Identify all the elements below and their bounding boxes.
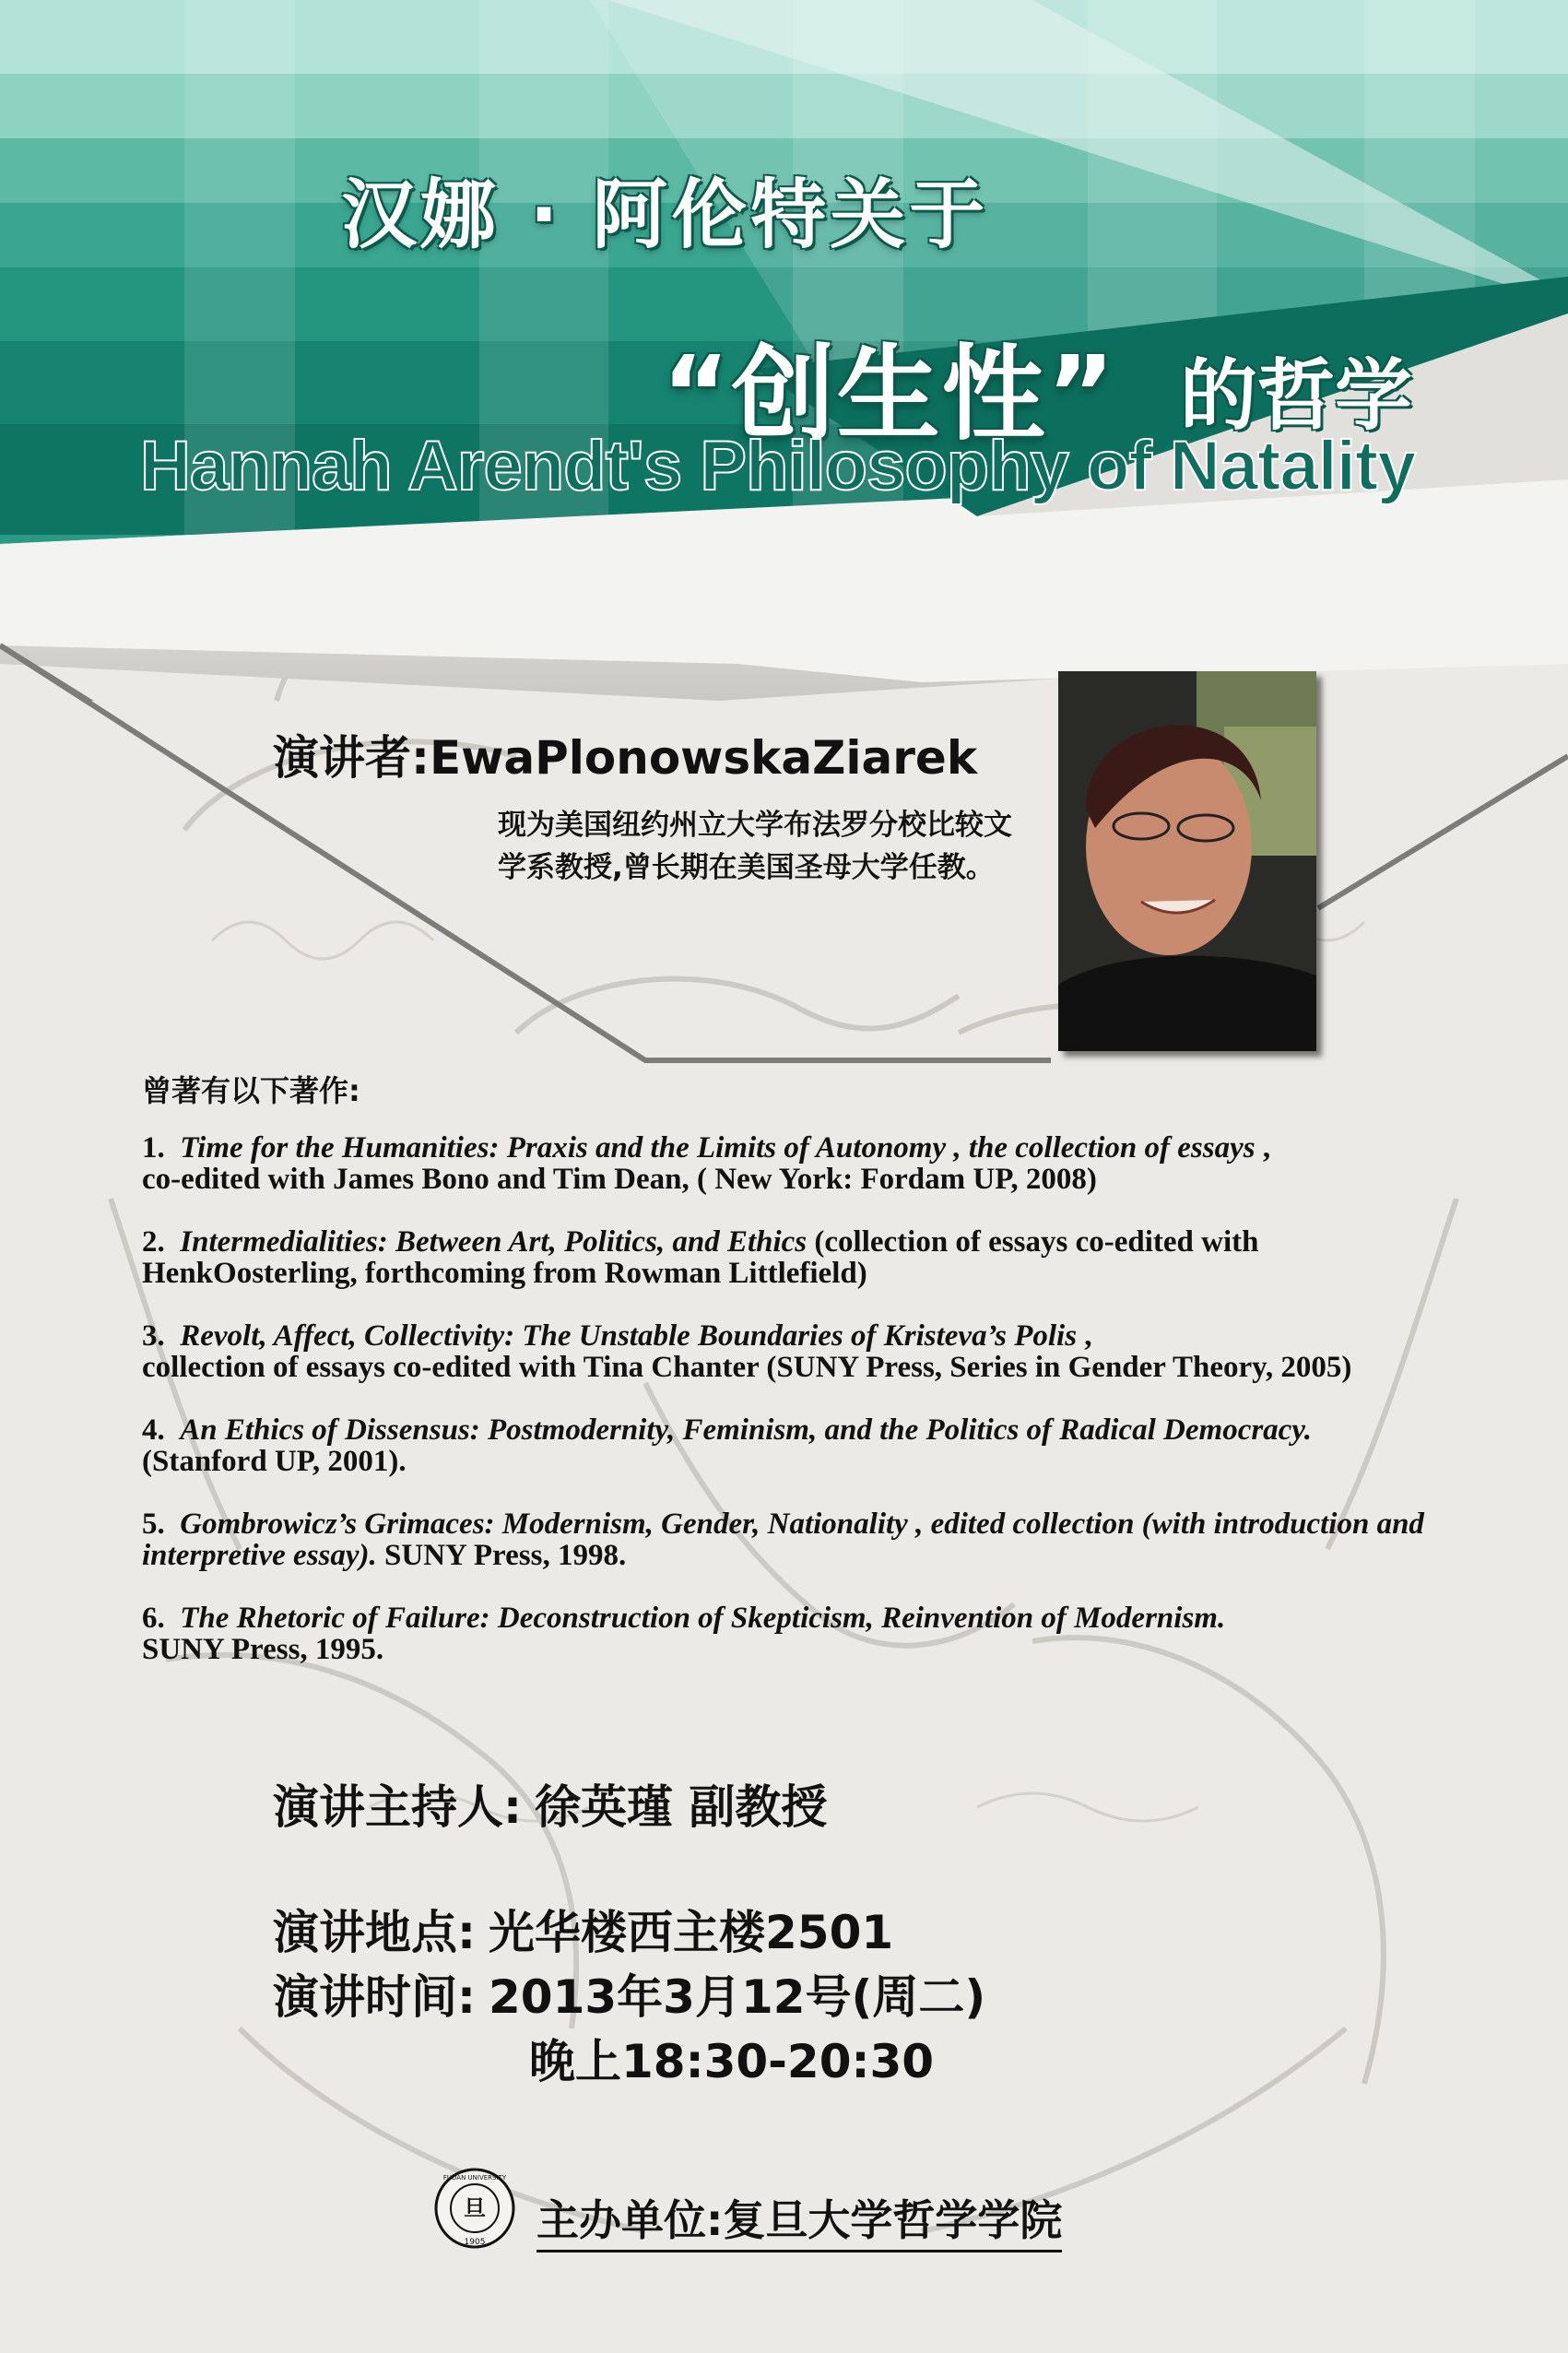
time-value-date: 2013年3月12号(周二) bbox=[489, 1970, 986, 2024]
time-value-hours: 晚上18:30-20:30 bbox=[529, 2035, 935, 2088]
speaker-label: 演讲者: bbox=[273, 731, 430, 785]
works-heading: 曾著有以下著作: bbox=[142, 1073, 360, 1108]
list-item: 3. Revolt, Affect, Collectivity: The Unstable Boundaries of Kristeva’s Polis , collection of essays co-edited with Tina Chanter (SUNY Press, Series in Gender Theory, 2005) bbox=[142, 1319, 1352, 1384]
list-item: 1. Time for the Humanities: Praxis and the Limits of Autonomy , the collection of essays , co-edited with James Bono and Tim Dean, ( New York: Fordam UP, 2008) bbox=[142, 1131, 1271, 1196]
speaker-line bbox=[273, 721, 977, 787]
venue-value: 光华楼西主楼2501 bbox=[489, 1906, 894, 1959]
works-list bbox=[142, 1132, 1432, 1697]
svg-text:旦: 旦 bbox=[464, 2194, 486, 2221]
list-item: 5. Gombrowicz’s Grimaces: Modernism, Gender, Nationality , edited collection (with introduction and interpretive essay). SUNY Press, 1998. bbox=[142, 1508, 1424, 1572]
speaker-photo bbox=[1058, 671, 1316, 1051]
title-english: Hannah Arendt's Philosophy of Natality bbox=[140, 427, 1416, 505]
svg-text:1905: 1905 bbox=[464, 2238, 486, 2247]
time-label: 演讲时间: bbox=[273, 1970, 476, 2024]
title-chinese-line2: “创生性” bbox=[662, 335, 1117, 455]
organizer-line: 主办单位:复旦大学哲学学院 bbox=[536, 2187, 1062, 2252]
title-chinese-suffix: 的哲学 bbox=[1180, 350, 1413, 441]
svg-text:FUDAN UNIVERSITY: FUDAN UNIVERSITY bbox=[442, 2174, 507, 2182]
speaker-bio: 现为美国纽约州立大学布法罗分校比较文学系教授,曾长期在美国圣母大学任教。 bbox=[498, 809, 1012, 884]
fudan-university-seal-icon bbox=[433, 2167, 516, 2250]
host-value: 徐英瑾 副教授 bbox=[535, 1780, 828, 1834]
venue-label: 演讲地点: bbox=[273, 1906, 476, 1959]
host-label: 演讲主持人: bbox=[273, 1780, 522, 1834]
time-line bbox=[273, 1960, 985, 2027]
list-item: 6. The Rhetoric of Failure: Deconstruction of Skepticism, Reinvention of Modernism. SUNY Press, 1995. bbox=[142, 1602, 1226, 1666]
title-chinese-line1: 汉娜 · 阿伦特关于 bbox=[341, 171, 989, 259]
speaker-name: EwaPlonowskaZiarek bbox=[430, 731, 978, 785]
host-line bbox=[273, 1770, 827, 1837]
list-item: 2. Intermedialities: Between Art, Politics, and Ethics (collection of essays co-edited with HenkOosterling, forthcoming from Rowman Littlefield) bbox=[142, 1225, 1259, 1290]
venue-line bbox=[273, 1896, 893, 1962]
list-item: 4. An Ethics of Dissensus: Postmodernity, Feminism, and the Politics of Radical Democracy.(Stanford UP, 2001). bbox=[142, 1413, 1313, 1478]
